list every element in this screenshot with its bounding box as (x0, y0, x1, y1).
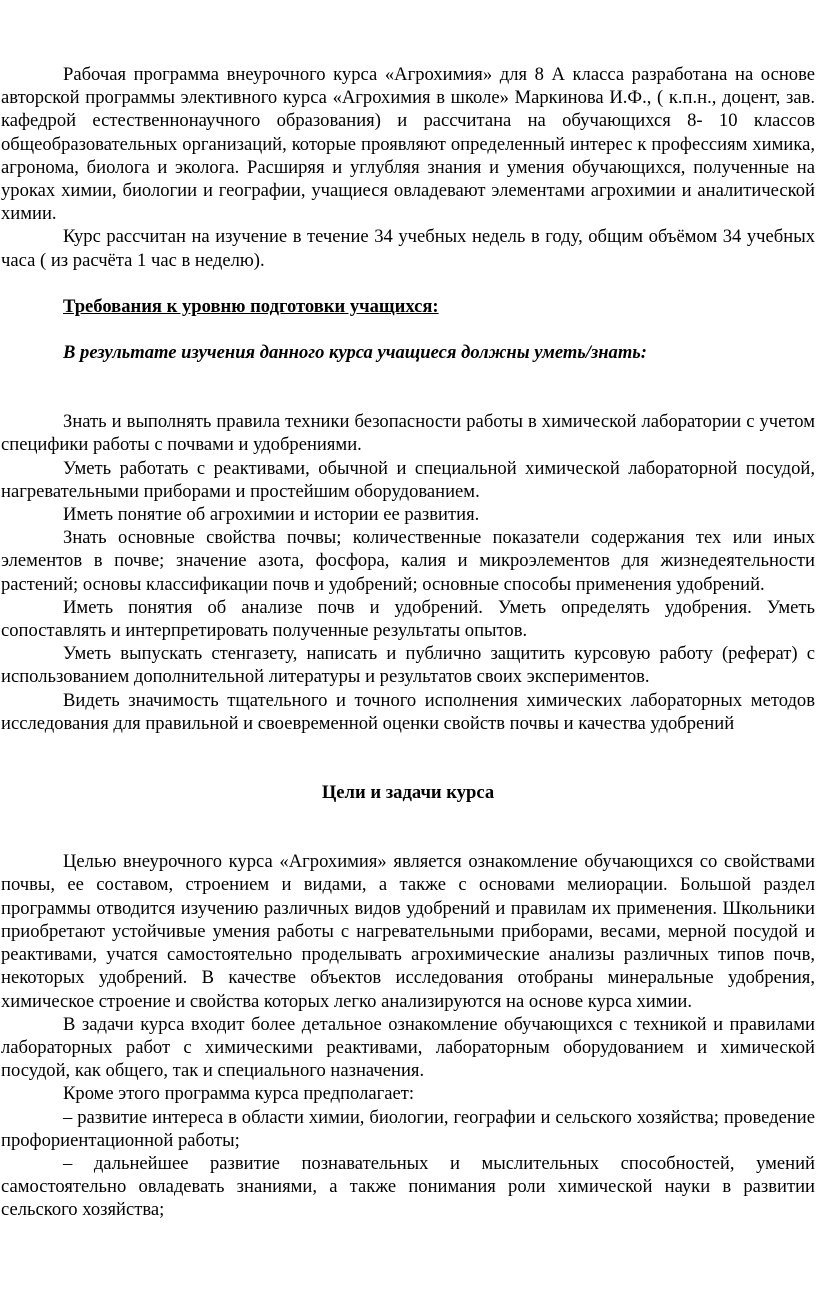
spacer (1, 804, 815, 850)
goals-paragraph: Целью внеурочного курса «Агрохимия» является ознакомление обучающихся со свойствами почвы, ее составом, строением и видами, а также с основами мелиорации. Большой раздел программы отводится изучению различных видов удобрений и правилам их применения. Школьники приобретают устойчивые умения работы с нагревательными приборами, весами, мерной посудой и реактивами, учатся самостоятельно проделывать агрохимические анализы различных типов почв, некоторых удобрений. В качестве объектов исследования отобраны минеральные удобрения, химическое строение и свойства которых легко анализируются на основе курса химии. (1, 851, 815, 1012)
requirement-item: Знать основные свойства почвы; количественные показатели содержания тех или иных элементов в почве; значение азота, фосфора, калия и микроэлементов для жизнедеятельности растений; основы классификации почв и удобрений; основные способы применения удобрений. (1, 527, 815, 595)
goals-section (1, 850, 815, 1221)
requirement-item: Уметь работать с реактивами, обычной и специальной химической лабораторной посудой, нагревательными приборами и простейшим оборудованием. (1, 457, 815, 502)
goals-paragraph: – дальнейшее развитие познавательных и мыслительных способностей, умений самостоятельно овладевать знаниями, а также понимания роли химической науки в развитии сельского хозяйства; (1, 1152, 815, 1221)
requirements-list (1, 410, 815, 735)
goals-paragraph: В задачи курса входит более детальное ознакомление обучающихся с техникой и правилами лабораторных работ с химическими реактивами, лабораторным оборудованием и химической посудой, как общего, так и специального назначения. (1, 1013, 815, 1082)
requirement-item: Знать и выполнять правила техники безопасности работы в химической лаборатории с учетом специфики работы с почвами и удобрениями. (1, 411, 815, 456)
requirements-subheading: В результате изучения данного курса учащиеся должны уметь/знать: (63, 342, 647, 364)
goals-paragraph: Кроме этого программа курса предполагает: (63, 1083, 415, 1105)
requirement-item: Видеть значимость тщательного и точного исполнения химических лабораторных методов исследования для правильной и своевременной оценки свойств почвы и качества удобрений (1, 689, 815, 734)
intro-paragraph-2: Курс рассчитан на изучение в течение 34 учебных недель в году, общим объёмом 34 учебных часа ( из расчёта 1 час в неделю). (1, 226, 815, 271)
requirement-item: Иметь понятие об агрохимии и истории ее развития. (63, 504, 480, 526)
document-page (0, 63, 816, 1222)
requirements-heading: Требования к уровню подготовки учащихся: (63, 295, 439, 317)
spacer (1, 735, 815, 781)
requirement-item: Уметь выпускать стенгазету, написать и публично защитить курсовую работу (реферат) с использованием дополнительной литературы и результатов своих экспериментов. (1, 643, 815, 688)
goals-paragraph: – развитие интереса в области химии, биологии, географии и сельского хозяйства; проведение профориентационной работы; (1, 1106, 815, 1151)
requirement-item: Иметь понятия об анализе почв и удобрений. Уметь определять удобрения. Уметь сопоставлять и интерпретировать полученные результаты опытов. (1, 596, 815, 642)
spacer (1, 318, 815, 341)
spacer (1, 364, 815, 410)
spacer (1, 272, 815, 295)
goals-heading: Цели и задачи курса (321, 782, 495, 804)
intro-paragraph-1: Рабочая программа внеурочного курса «Агрохимия» для 8 А класса разработана на основе авторской программы элективного курса «Агрохимия в школе» Маркинова И.Ф., ( к.п.н., доцент, зав. кафедрой естественнонаучного образования) и рассчитана на обучающихся 8- 10 классов общеобразовательных организаций, которые проявляют определенный интерес к профессиям химика, агронома, биолога и эколога. Расширяя и углубляя знания и умения обучающихся, полученные на уроках химии, биологии и географии, учащиеся овладевают элементами агрохимии и аналитической химии. (1, 64, 815, 225)
